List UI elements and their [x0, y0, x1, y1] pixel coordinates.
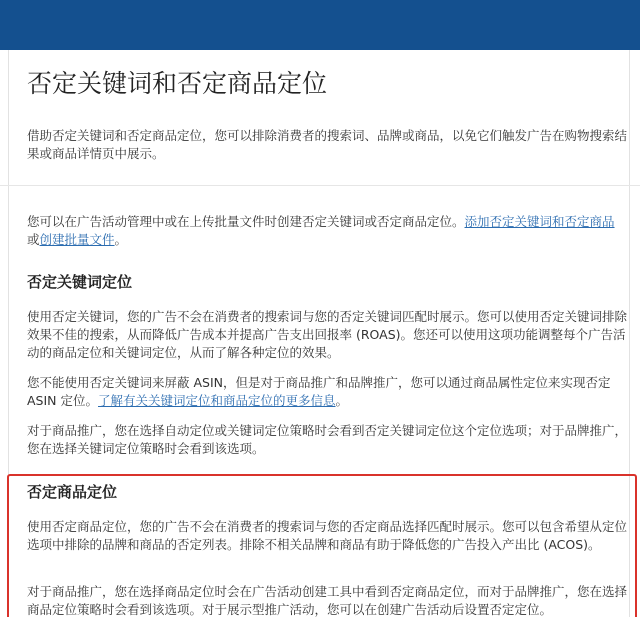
creation-text-end: 。: [114, 232, 128, 247]
learn-more-targeting-link[interactable]: 了解有关关键词定位和商品定位的更多信息: [98, 393, 336, 408]
negative-keywords-para-3: 对于商品推广，您在选择自动定位或关键词定位策略时会看到否定关键词定位这个定位选项；对于品牌推广，您在选择关键词定位策略时会看到该选项。: [27, 423, 628, 456]
creation-text-or: 或: [27, 232, 40, 247]
negative-keywords-para-2-end: 。: [335, 393, 349, 408]
negative-keywords-para-1: 使用否定关键词，您的广告不会在消费者的搜索词与您的否定关键词匹配时展示。您可以使用否定关键词排除效果不佳的搜索，从而降低广告成本并提高广告支出回报率 (ROAS)。您还可以使用这项功能调整每个广告活动的商品定位和关键词定位，从而了解各种定位的效果。: [27, 309, 628, 360]
negative-products-para-2: 对于商品推广，您在选择商品定位时会在广告活动创建工具中看到否定商品定位，而对于品牌推广，您在选择商品定位策略时会看到该选项。对于展示型推广活动，您可以在创建广告活动后设置否定定位。: [27, 584, 628, 617]
intro-paragraph: 借助否定关键词和否定商品定位，您可以排除消费者的搜索词、品牌或商品，以免它们触发广告在购物搜索结果或商品详情页中展示。: [27, 128, 628, 161]
negative-products-heading: 否定商品定位: [27, 483, 118, 501]
top-header-bar: [0, 0, 640, 50]
creation-text: 您可以在广告活动管理中或在上传批量文件时创建否定关键词或否定商品定位。: [27, 214, 465, 229]
highlight-box: [7, 474, 637, 617]
negative-products-para-1: 使用否定商品定位，您的广告不会在消费者的搜索词与您的否定商品选择匹配时展示。您可以包含希望从定位选项中排除的品牌和商品的否定列表。排除不相关品牌和商品有助于降低您的广告投入产出比 (ACOS)。: [27, 519, 628, 552]
add-negative-link[interactable]: 添加否定关键词和否定商品: [464, 214, 615, 229]
negative-keywords-para-2: [27, 374, 627, 410]
negative-keywords-heading: 否定关键词定位: [27, 273, 133, 291]
negative-keywords-para-2-text: 您不能使用否定关键词来屏蔽 ASIN，但是对于商品推广和品牌推广，您可以通过商品属性定位来实现否定 ASIN 定位。: [27, 375, 611, 408]
page-title: 否定关键词和否定商品定位: [27, 69, 328, 98]
creation-paragraph: [27, 213, 627, 249]
divider: [0, 185, 640, 186]
create-bulk-file-link[interactable]: 创建批量文件: [39, 232, 115, 247]
